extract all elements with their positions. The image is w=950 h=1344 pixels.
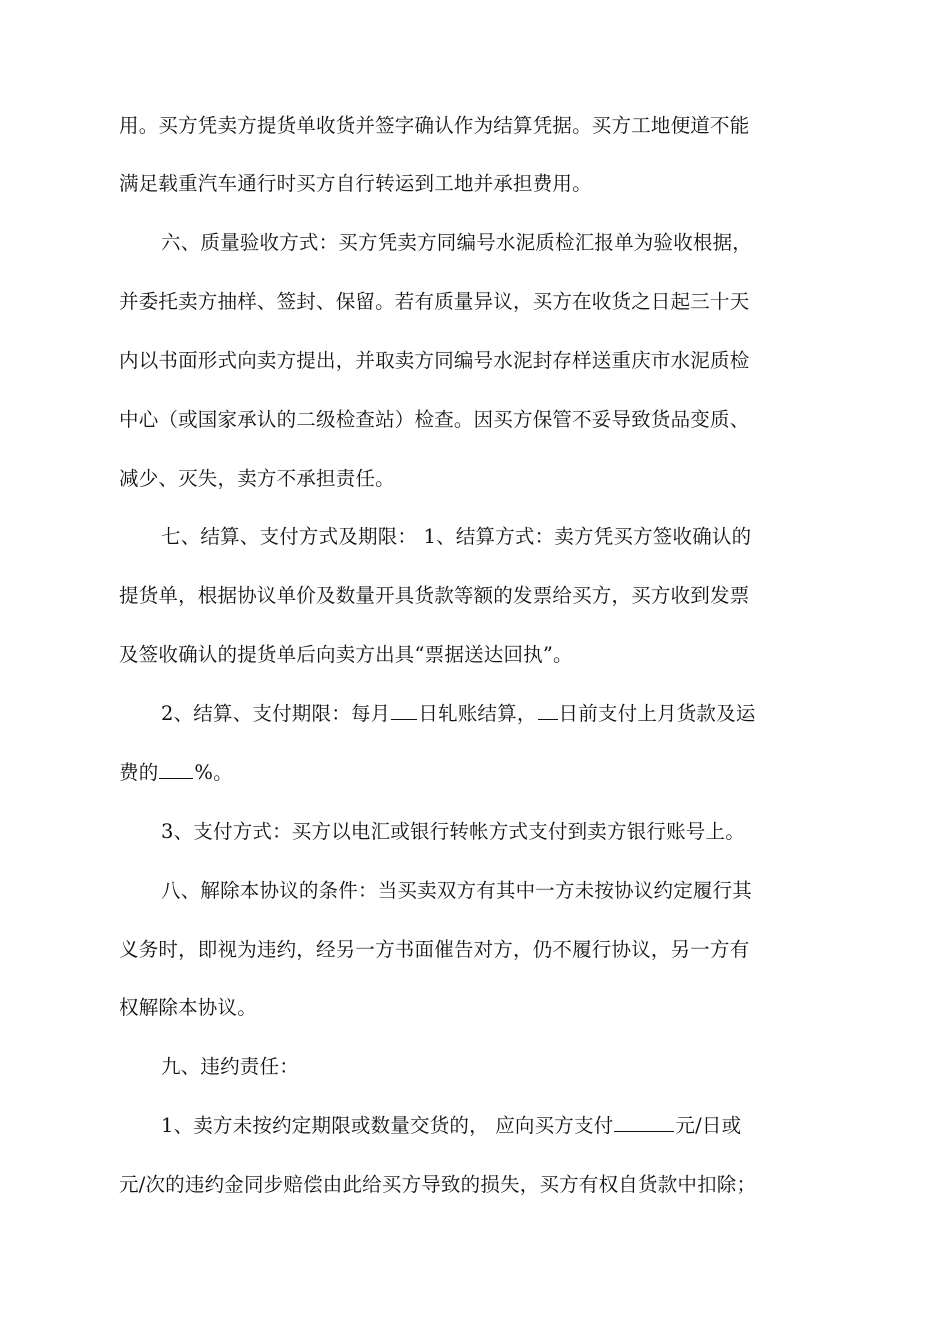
breach-clause-line [161,1112,881,1140]
text-line: 权解除本协议。 [119,996,257,1019]
text-segment: 元/日或 [675,1114,742,1137]
payment-method-line: 3、支付方式：买方以电汇或银行转帐方式支付到卖方银行账号上。 [161,820,745,843]
text-line: 减少、灭失，卖方不承担责任。 [119,467,395,490]
section-six-heading-line: 六、质量验收方式：买方凭卖方同编号水泥质检汇报单为验收根据， [161,231,753,254]
section-eight-heading-line: 八、解除本协议的条件：当买卖双方有其中一方未按协议约定履行其 [161,879,753,902]
blank-field[interactable] [538,701,558,720]
settlement-period-line-cont [119,759,839,787]
settlement-period-line [161,700,881,728]
text-line: 中心（或国家承认的二级检查站）检查。因买方保管不妥导致货品变质、 [119,408,750,431]
text-segment: 1、卖方未按约定期限或数量交货的， 应向买方支付 [161,1114,614,1137]
text-line: 提货单，根据协议单价及数量开具货款等额的发票给买方，买方收到发票 [119,584,750,607]
blank-field[interactable] [391,701,417,720]
text-segment: %。 [194,761,233,784]
section-seven-heading-line: 七、结算、支付方式及期限： 1、结算方式：卖方凭买方签收确认的 [161,525,752,548]
section-nine-heading: 九、违约责任： [161,1055,299,1078]
text-segment: 日前支付上月货款及运 [558,702,756,725]
text-line: 义务时，即视为违约，经另一方书面催告对方，仍不履行协议，另一方有 [119,938,750,961]
text-line: 元/次的违约金同步赔偿由此给买方导致的损失，买方有权自货款中扣除； [119,1173,757,1196]
text-segment: 费的 [119,761,159,784]
text-line: 并委托卖方抽样、签封、保留。若有质量异议，买方在收货之日起三十天 [119,290,750,313]
text-line: 及签收确认的提货单后向卖方出具“票据送达回执”。 [119,643,573,666]
blank-field[interactable] [614,1113,674,1132]
blank-field[interactable] [159,760,193,779]
text-line: 满足载重汽车通行时买方自行转运到工地并承担费用。 [119,172,592,195]
text-segment: 日轧账结算， [418,702,537,725]
text-line: 内以书面形式向卖方提出，并取卖方同编号水泥封存样送重庆市水泥质检 [119,349,750,372]
text-line: 用。买方凭卖方提货单收货并签字确认作为结算凭据。买方工地便道不能 [119,114,750,137]
text-segment: 2、结算、支付期限：每月 [161,702,391,725]
